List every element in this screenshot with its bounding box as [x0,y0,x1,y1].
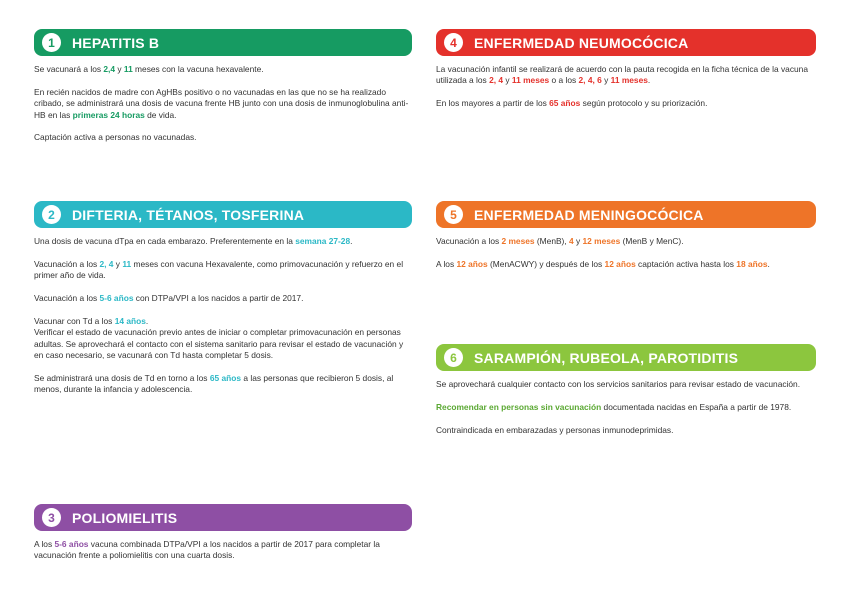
section-sarampion [436,344,816,447]
section-number-badge: 2 [42,205,61,224]
section-header-neumococica [436,29,816,56]
section-header-poliomielitis [34,504,412,531]
section-body [436,236,816,270]
paragraph: Contraindicada en embarazadas y personas inmunodeprimidas. [436,424,674,435]
section-body [436,379,816,436]
section-body [436,64,816,110]
paragraph: Vacunar con Td a los 14 años. Verificar el estado de vacunación previo antes de iniciar o completar primovacunación en personas adultas. Se aprovechará el contacto con el sistema sanitario para revisar el estado de vacunación y en caso necesario, se vacunará con Td hasta completar 5 dosis. [34,315,404,361]
section-neumococica [436,29,816,121]
section-number-badge: 5 [444,205,463,224]
paragraph: Se aprovechará cualquier contacto con los servicios sanitarios para revisar estado de vacunación. [436,379,801,389]
section-title: HEPATITIS B [72,34,160,51]
section-number-badge: 6 [444,348,463,367]
section-header-meningococica [436,201,816,228]
paragraph: Una dosis de vacuna dTpa en cada embarazo. Preferentemente en la semana 27-28. [34,236,353,246]
section-title: DIFTERIA, TÉTANOS, TOSFERINA [72,206,305,223]
section-poliomielitis [34,504,412,573]
paragraph: La vacunación infantil se realizará de acuerdo con la pauta recogida en la ficha técnica de la vacuna utilizada a los 2, 4 y 11 meses o a los 2, 4, 6 y 11 meses. [436,64,809,86]
paragraph: A los 5-6 años vacuna combinada DTPa/VPI a los nacidos a partir de 2017 para completar la vacunación frente a poliomielitis con una cuarta dosis. [34,539,380,561]
section-body [34,64,412,144]
section-header-difteria [34,201,412,228]
section-title: POLIOMIELITIS [72,509,178,526]
section-header-hepatitis-b [34,29,412,56]
section-number-badge: 1 [42,33,61,52]
paragraph: A los 12 años (MenACWY) y después de los 12 años captación activa hasta los 18 años. [436,258,770,269]
section-number-badge: 4 [444,33,463,52]
paragraph: En recién nacidos de madre con AgHBs positivo o no vacunadas en las que no se ha realizado cribado, se administrará una dosis de vacuna frente HB junto con una dosis de inmunoglobulina anti-HB en las primeras 24 horas de vida. [34,86,409,120]
paragraph: Se administrará una dosis de Td en torno a los 65 años a las personas que recibieron 5 dosis, al menos, durante la infancia y adolescencia. [34,372,394,395]
paragraph: Vacunación a los 2, 4 y 11 meses con vacuna Hexavalente, como primovacunación y refuerzo en el primer año de vida. [34,258,404,281]
section-meningococica [436,201,816,282]
section-title: ENFERMEDAD MENINGOCÓCICA [474,206,704,223]
paragraph: Captación activa a personas no vacunadas. [34,132,197,143]
section-hepatitis-b [34,29,412,155]
paragraph: Recomendar en personas sin vacunación documentada nacidas en España a partir de 1978. [436,401,792,412]
paragraph: Se vacunará a los 2,4 y 11 meses con la vacuna hexavalente. [34,64,264,74]
section-title: SARAMPIÓN, RUBEOLA, PAROTIDITIS [474,349,739,366]
section-body [34,236,412,396]
section-body [34,539,412,562]
paragraph: En los mayores a partir de los 65 años según protocolo y su priorización. [436,98,708,109]
section-header-sarampion [436,344,816,371]
section-difteria [34,201,412,407]
paragraph: Vacunación a los 5-6 años con DTPa/VPI a los nacidos a partir de 2017. [34,293,304,303]
paragraph: Vacunación a los 2 meses (MenB), 4 y 12 meses (MenB y MenC). [436,236,684,246]
section-number-badge: 3 [42,508,61,527]
section-title: ENFERMEDAD NEUMOCÓCICA [474,34,689,51]
